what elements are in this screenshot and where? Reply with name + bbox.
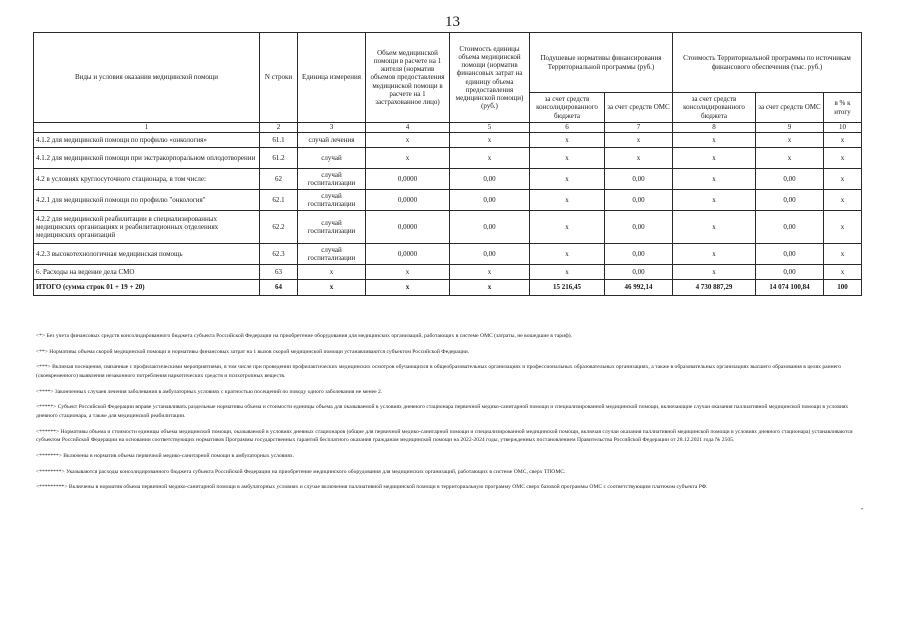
- table-row: [34, 190, 862, 211]
- table-cell: 0,00: [605, 190, 673, 211]
- table-cell: 0,00: [450, 190, 530, 211]
- footnote: <*****> Субъект Российской Федерации вправе устанавливать раздельные нормативы объема и стоимости единицы объема для оказываемой в условиях дневного стационара первичной медико-санитарной помощи и специализированной медицинской помощи, включающие случаи оказания паллиативной медицинской помощи в условиях дневного стационара, а также для медицинской реабилитации.: [36, 404, 849, 419]
- row-label: 6. Расходы на ведение дела СМО: [34, 265, 260, 280]
- header-per-capita: Подушевые нормативы финансирования Территориальной программы (руб.): [530, 33, 673, 93]
- footnote: <**> Нормативы объема скорой медицинской помощи и нормативы финансовых затрат на 1 вызов скорой медицинской помощи устанавливаются субъектом Российской Федерации.: [36, 348, 470, 355]
- footnote: <*> Без учета финансовых средств консолидированного бюджета субъекта Российской Федерации на приобретение оборудования для медицинских организаций, работающих в системе ОМС (затраты, не вошедшие в тариф).: [36, 333, 572, 339]
- table-cell: случай госпитализации: [298, 169, 366, 190]
- table-cell: х: [530, 148, 605, 169]
- total-label: ИТОГО (сумма строк 01 + 19 + 20): [34, 280, 260, 296]
- table-cell: 0,00: [450, 169, 530, 190]
- table-cell: х: [605, 133, 673, 148]
- total-cell: 100: [824, 280, 862, 296]
- table-cell: случай госпитализации: [298, 190, 366, 211]
- header-cost: Стоимость единицы объема медицинской помощи (норматив финансовых затрат на единицу объема предоставления медицинской помощи) (руб.): [450, 33, 530, 123]
- table-cell: 0,00: [756, 211, 824, 244]
- table-row: [34, 211, 862, 244]
- table-cell: х: [756, 148, 824, 169]
- table-cell: х: [824, 133, 862, 148]
- table-cell: 0,0000: [366, 211, 450, 244]
- row-label: 4.2.1 для медицинской помощи по профилю "онкология": [34, 190, 260, 211]
- column-index: 9: [756, 123, 824, 133]
- column-index: 5: [450, 123, 530, 133]
- total-cell: х: [450, 280, 530, 296]
- total-row: [34, 280, 862, 296]
- financing-table: [33, 32, 862, 296]
- table-cell: случай госпитализации: [298, 211, 366, 244]
- column-index: 3: [298, 123, 366, 133]
- table-cell: х: [366, 133, 450, 148]
- table-cell: 0,00: [450, 211, 530, 244]
- total-cell: 46 992,14: [605, 280, 673, 296]
- table-row: [34, 133, 862, 148]
- table-cell: х: [824, 169, 862, 190]
- header-kind: Виды и условия оказания медицинской помощи: [34, 33, 260, 123]
- table-row: [34, 169, 862, 190]
- table-cell: 0,0000: [366, 244, 450, 265]
- table-cell: 62.3: [260, 244, 298, 265]
- table-cell: 0,00: [605, 265, 673, 280]
- table-cell: 0,0000: [366, 169, 450, 190]
- row-label: 4.2.2 для медицинской реабилитации в специализированных медицинских организациях и реабилитационных отделениях медицинских организаций: [34, 211, 260, 244]
- table-cell: х: [824, 211, 862, 244]
- table-cell: х: [450, 148, 530, 169]
- table-cell: х: [673, 211, 756, 244]
- table-cell: 62.2: [260, 211, 298, 244]
- table-cell: х: [298, 265, 366, 280]
- table-cell: х: [824, 190, 862, 211]
- row-label: 4.2 в условиях круглосуточного стационара, в том числе:: [34, 169, 260, 190]
- table-cell: х: [824, 244, 862, 265]
- table-cell: случай госпитализации: [298, 244, 366, 265]
- total-cell: 4 730 887,29: [673, 280, 756, 296]
- table-row: [34, 265, 862, 280]
- table-cell: х: [673, 244, 756, 265]
- table-cell: х: [366, 148, 450, 169]
- total-cell: х: [298, 280, 366, 296]
- table-cell: х: [530, 133, 605, 148]
- table-cell: х: [530, 169, 605, 190]
- corner-mark: ": [861, 508, 864, 514]
- column-index-row: [34, 123, 862, 133]
- total-cell: 14 074 100,84: [756, 280, 824, 296]
- subheader-percent: в % к итогу: [824, 93, 862, 123]
- table-cell: х: [530, 190, 605, 211]
- column-index: 2: [260, 123, 298, 133]
- table-cell: х: [824, 148, 862, 169]
- table-cell: 0,00: [756, 244, 824, 265]
- footnote: <****> Законченных случаев лечения заболевания в амбулаторных условиях с кратностью посещений по поводу одного заболевания не менее 2.: [36, 388, 383, 395]
- table-cell: х: [824, 265, 862, 280]
- table-cell: 0,00: [605, 169, 673, 190]
- table-cell: 61.2: [260, 148, 298, 169]
- table-cell: х: [450, 133, 530, 148]
- table-cell: х: [530, 265, 605, 280]
- header-unit: Единица измерения: [298, 33, 366, 123]
- subheader-budget: за счет средств консолидированного бюджета: [530, 93, 605, 123]
- table-cell: 62.1: [260, 190, 298, 211]
- table-cell: случай лечения: [298, 133, 366, 148]
- table-cell: 63: [260, 265, 298, 280]
- table-cell: 62: [260, 169, 298, 190]
- table-cell: х: [605, 148, 673, 169]
- total-cell: 64: [260, 280, 298, 296]
- column-index: 4: [366, 123, 450, 133]
- header-volume: Объем медицинской помощи в расчете на 1 жителя (норматив объемов предоставления медицинской помощи в расчете на 1 застрахованное лицо): [366, 33, 450, 123]
- page-number: 13: [445, 14, 460, 30]
- table-cell: 0,00: [756, 265, 824, 280]
- table-cell: х: [530, 244, 605, 265]
- table-row: [34, 244, 862, 265]
- table-cell: 0,00: [450, 244, 530, 265]
- table-cell: х: [530, 211, 605, 244]
- footnote: <*********> Включены в норматив объема первичной медико-санитарной помощи в амбулаторных условиях и случае включения паллиативной медицинской помощи в территориальную программу ОМС сверх базовой программы ОМС с соответствующим платежом субъекта РФ.: [36, 484, 708, 491]
- table-cell: х: [366, 265, 450, 280]
- table-cell: 0,00: [605, 211, 673, 244]
- column-index: 6: [530, 123, 605, 133]
- row-label: 4.1.2 для медицинской помощи при экстракорпоральном оплодотворении: [34, 148, 260, 169]
- table-cell: х: [673, 265, 756, 280]
- footnote: <***> Включая посещения, связанные с профилактическими мероприятиями, в том числе при проведении профилактических медицинских осмотров обучающихся в общеобразовательных организациях и профессиональных образовательных организациях, а также в образовательных организациях высшего образования в целях раннего (своевременного) выявления незаконного потребления наркотических средств и психотропных веществ.: [36, 364, 842, 379]
- table-cell: х: [756, 133, 824, 148]
- table-cell: случай: [298, 148, 366, 169]
- total-cell: 15 216,45: [530, 280, 605, 296]
- table-cell: 0,0000: [366, 190, 450, 211]
- footnote: <********> Указываются расходы консолидированного бюджета субъекта Российской Федерации на приобретение медицинского оборудования для медицинских организаций, работающих в системе ОМС, сверх ТПОМС.: [36, 468, 566, 475]
- total-cell: х: [366, 280, 450, 296]
- footnote: <******> Нормативы объема и стоимости единицы объема медицинской помощи, оказываемой в условиях дневных стационаров (общие для первичной медико-санитарной помощи и специализированной медицинской помощи, включая случаи оказания паллиативной медицинской помощи в условиях дневного стационара) устанавливаются субъектом Российской Федерации на основании соответствующих нормативов Программы государственных гарантий бесплатного оказания гражданам медицинской помощи на 2022-2024 годы, утвержденных постановлением Правительства Российской Федерации от 28.12.2021 года № 2505.: [36, 428, 853, 444]
- column-index: 10: [824, 123, 862, 133]
- table-cell: х: [673, 190, 756, 211]
- table-cell: 0,00: [605, 244, 673, 265]
- table-cell: х: [673, 148, 756, 169]
- table-row: [34, 148, 862, 169]
- column-index: 1: [34, 123, 260, 133]
- table-body: [34, 133, 862, 280]
- footnotes: [36, 332, 864, 499]
- subheader-oms-total: за счет средств ОМС: [756, 93, 824, 123]
- subheader-oms: за счет средств ОМС: [605, 93, 673, 123]
- table-cell: 61.1: [260, 133, 298, 148]
- column-index: 8: [673, 123, 756, 133]
- table-cell: х: [450, 265, 530, 280]
- table-cell: х: [673, 133, 756, 148]
- table-cell: 0,00: [756, 169, 824, 190]
- column-index: 7: [605, 123, 673, 133]
- table-cell: х: [673, 169, 756, 190]
- header-row-no: N строки: [260, 33, 298, 123]
- row-label: 4.2.3 высокотехнологичная медицинская помощь: [34, 244, 260, 265]
- row-label: 4.1.2 для медицинской помощи по профилю «онкология»: [34, 133, 260, 148]
- header-total-cost: Стоимость Территориальной программы по источникам финансового обеспечения (тыс. руб.): [673, 33, 862, 93]
- footnote: <*******> Включены в норматив объема первичной медико-санитарной помощи в амбулаторных условиях.: [36, 452, 295, 459]
- table-cell: 0,00: [756, 190, 824, 211]
- subheader-budget-total: за счет средств консолидированного бюджета: [673, 93, 756, 123]
